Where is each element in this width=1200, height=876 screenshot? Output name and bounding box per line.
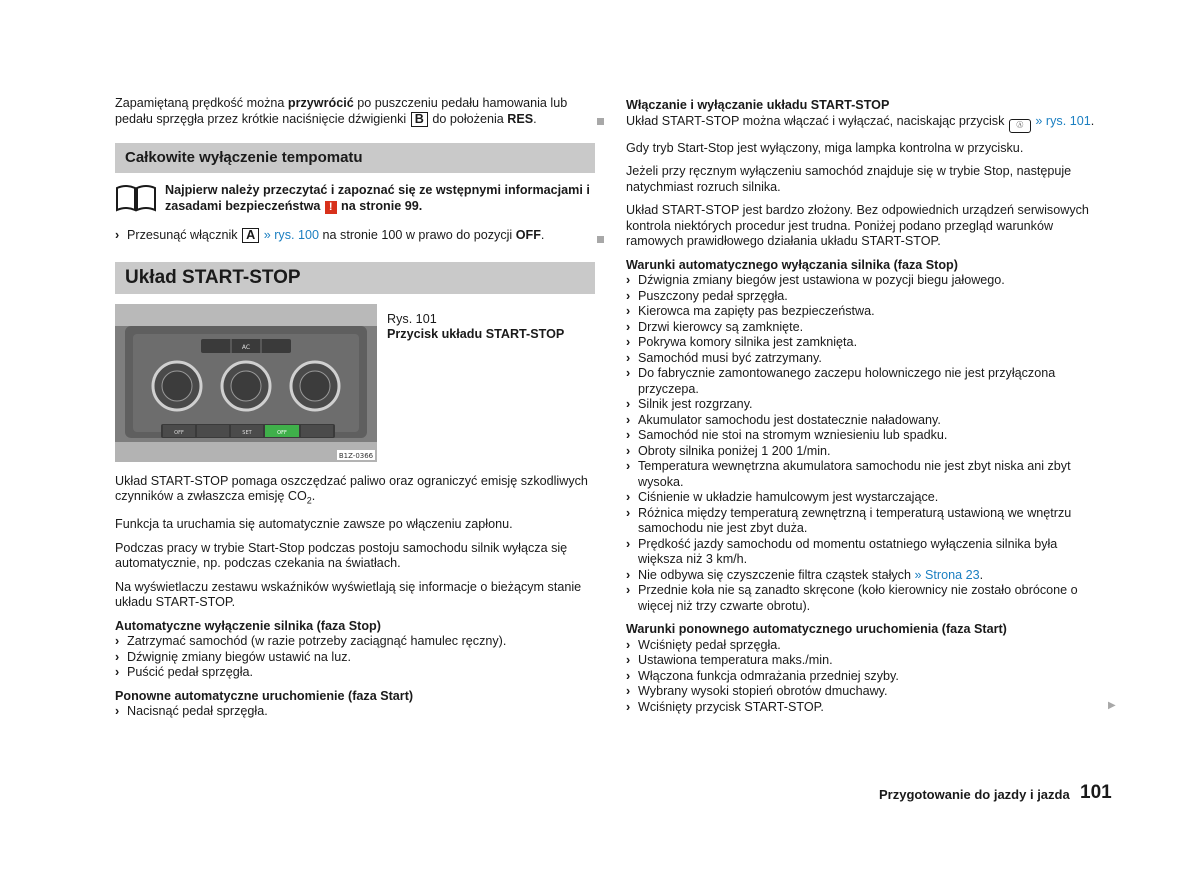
ac-label: AC [241, 343, 251, 351]
intro-paragraph: Zapamiętaną prędkość można przywrócić po puszczeniu pedału hamowania lub pedału sprzęgła przez krótkie naciśnięcie dźwigienki B do położenia RES. [115, 96, 568, 126]
list-item: › Akumulator samochodu jest dostatecznie naładowany. [626, 412, 941, 427]
book-icon [115, 183, 157, 213]
list-item: › Puszczony pedał sprzęgła. [626, 288, 788, 303]
figure-code: B1Z-0366 [338, 451, 374, 460]
page-23-link[interactable]: » Strona 23 [910, 567, 980, 582]
paragraph-stop-mode: Podczas pracy w trybie Start-Stop podczas postoju samochodu silnik wyłącza się automatycznie, np. podczas czekania na światłach. [115, 540, 568, 571]
auto-stop-list [115, 634, 595, 681]
figure-number: Rys. 101 [387, 311, 437, 326]
list-item: › Nacisnąć pedał sprzęgła. [115, 704, 268, 719]
restart-heading: Ponowne automatyczne uruchomienie (faza Start) [115, 688, 414, 703]
figure-101-link[interactable]: » rys. 101 [1031, 113, 1091, 128]
lever-b-key: B [411, 112, 428, 127]
list-item: › Drzwi kierowcy są zamknięte. [626, 319, 804, 334]
start-stop-label: OFF [277, 429, 287, 436]
list-item: › Ustawiona temperatura maks./min. [626, 653, 833, 667]
restart-conditions-list [626, 638, 1098, 716]
start-stop-button-icon: Ⓐ [1009, 119, 1031, 133]
warning-icon: ! [325, 201, 337, 214]
paragraph-co2: Układ START-STOP pomaga oszczędzać paliwo oraz ograniczyć emisję szkodliwych czynników a zwłaszcza emisję $CO_2$. [115, 473, 588, 506]
page-number: 101 [1080, 782, 1112, 803]
list-item: › Puścić pedał sprzęgła. [115, 665, 254, 680]
list-item: › Różnica między temperaturą zewnętrzną i temperaturą ustawioną we wnętrzu samochodu nie jest zbyt duża. [626, 505, 1072, 535]
list-item: › Wybrany wysoki stopień obrotów dmuchawy. [626, 684, 888, 698]
onoff-heading: Włączanie i wyłączanie układu START-STOP [626, 98, 890, 112]
figure-caption [387, 304, 564, 462]
conditions-heading: Warunki automatycznego wyłączania silnika (faza Stop) [626, 257, 958, 272]
onoff-paragraph: Układ START-STOP można włączać i wyłączać, naciskając przycisk Ⓐ » rys. 101. [626, 114, 1098, 133]
list-item: › Do fabrycznie zamontowanego zaczepu holowniczego nie jest przyłączona przyczepa. [626, 366, 1056, 396]
footer-chapter: Przygotowanie do jazdy i jazda [879, 787, 1070, 802]
start-stop-panel-image [115, 304, 377, 462]
list-item: › Samochód nie stoi na stromym wzniesieniu lub spadku. [626, 428, 948, 442]
list-item: › Kierowca ma zapięty pas bezpieczeństwa. [626, 304, 875, 318]
safety-note: Najpierw należy przeczytać i zapoznać się ze wstępnymi informacjami i zasadami bezpieczeństwa ! na stronie 99. [115, 183, 595, 214]
list-item: › Samochód musi być zatrzymany. [626, 350, 822, 365]
list-item: › Obroty silnika poniżej 1 200 1/min. [626, 443, 831, 458]
figure-101 [115, 304, 595, 462]
paragraph-complex: Układ START-STOP jest bardzo złożony. Bez odpowiednich urządzeń serwisowych kontrola niektórych procedur jest trudna. Poniżej podano przegląd warunków ramowych prawidłowego działania układu START-STOP. [626, 203, 1089, 248]
set-label: SET [242, 429, 252, 436]
list-item: › Przednie koła nie są zanadto skręcone (koło kierownicy nie zostało obrócone o więcej niż trzy czwarte obrotu). [626, 583, 1078, 613]
list-item: › Wciśnięty przycisk START-STOP. [626, 699, 824, 714]
paragraph-manual-off: Jeżeli przy ręcznym wyłączeniu samochód znajduje się w trybie Stop, następuje natychmiast rozruch silnika. [626, 164, 1072, 194]
list-item: › Nie odbywa się czyszczenie filtra cząstek stałych » Strona 23. [626, 567, 984, 582]
figure-100-link[interactable]: » rys. 100 [260, 228, 320, 242]
list-item: › Włączona funkcja odmrażania przedniej szyby. [626, 668, 899, 683]
list-item: › Wciśnięty pedał sprzęgła. [626, 637, 781, 652]
list-item: › Temperatura wewnętrzna akumulatora samochodu nie jest zbyt niska ani zbyt wysoka. [626, 459, 1071, 489]
paragraph-ignition: Funkcja ta uruchamia się automatycznie zawsze po włączeniu zapłonu. [115, 517, 513, 532]
list-item: › Dźwignia zmiany biegów jest ustawiona w pozycji biegu jałowego. [626, 273, 1005, 287]
continue-arrow-icon: ▶ [1108, 700, 1116, 711]
instruction-step: › Przesunąć włącznik A » rys. 100 na stronie 100 w prawo do pozycji OFF. [115, 228, 545, 242]
list-item: › Prędkość jazdy samochodu od momentu ostatniego wyłączenia silnika była większa niż 3 km/h. [626, 536, 1058, 566]
off-label: OFF [174, 429, 184, 436]
left-column [115, 96, 595, 720]
list-item: › Zatrzymać samochód (w razie potrzeby zaciągnąć hamulec ręczny). [115, 634, 507, 649]
list-item: › Dźwignię zmiany biegów ustawić na luz. [115, 649, 351, 664]
paragraph-display: Na wyświetlaczu zestawu wskaźników wyświetlają się informacje o bieżącym stanie układu START-STOP. [115, 579, 582, 610]
end-mark-step [597, 236, 604, 243]
restart-list [115, 704, 595, 720]
climate-panel-drawing [115, 304, 377, 462]
arrow-icon: › [115, 228, 120, 242]
list-item: › Pokrywa komory silnika jest zamknięta. [626, 335, 858, 349]
figure-title: Przycisk układu START-STOP [387, 327, 565, 341]
right-column [626, 96, 1098, 715]
list-item: › Ciśnienie w układzie hamulcowym jest wystarczające. [626, 490, 939, 504]
restart-conditions-heading: Warunki ponownego automatycznego uruchomienia (faza Start) [626, 622, 1007, 636]
list-item: › Silnik jest rozgrzany. [626, 397, 753, 411]
switch-a-key: A [242, 228, 259, 243]
end-mark-intro [597, 118, 604, 125]
paragraph-off-lamp: Gdy tryb Start-Stop jest wyłączony, miga lampka kontrolna w przycisku. [626, 140, 1024, 155]
auto-stop-heading: Automatyczne wyłączenie silnika (faza Stop) [115, 618, 381, 633]
conditions-list [626, 273, 1098, 614]
chapter-heading: Układ START-STOP [115, 262, 595, 294]
section-heading: Całkowite wyłączenie tempomatu [115, 143, 595, 173]
